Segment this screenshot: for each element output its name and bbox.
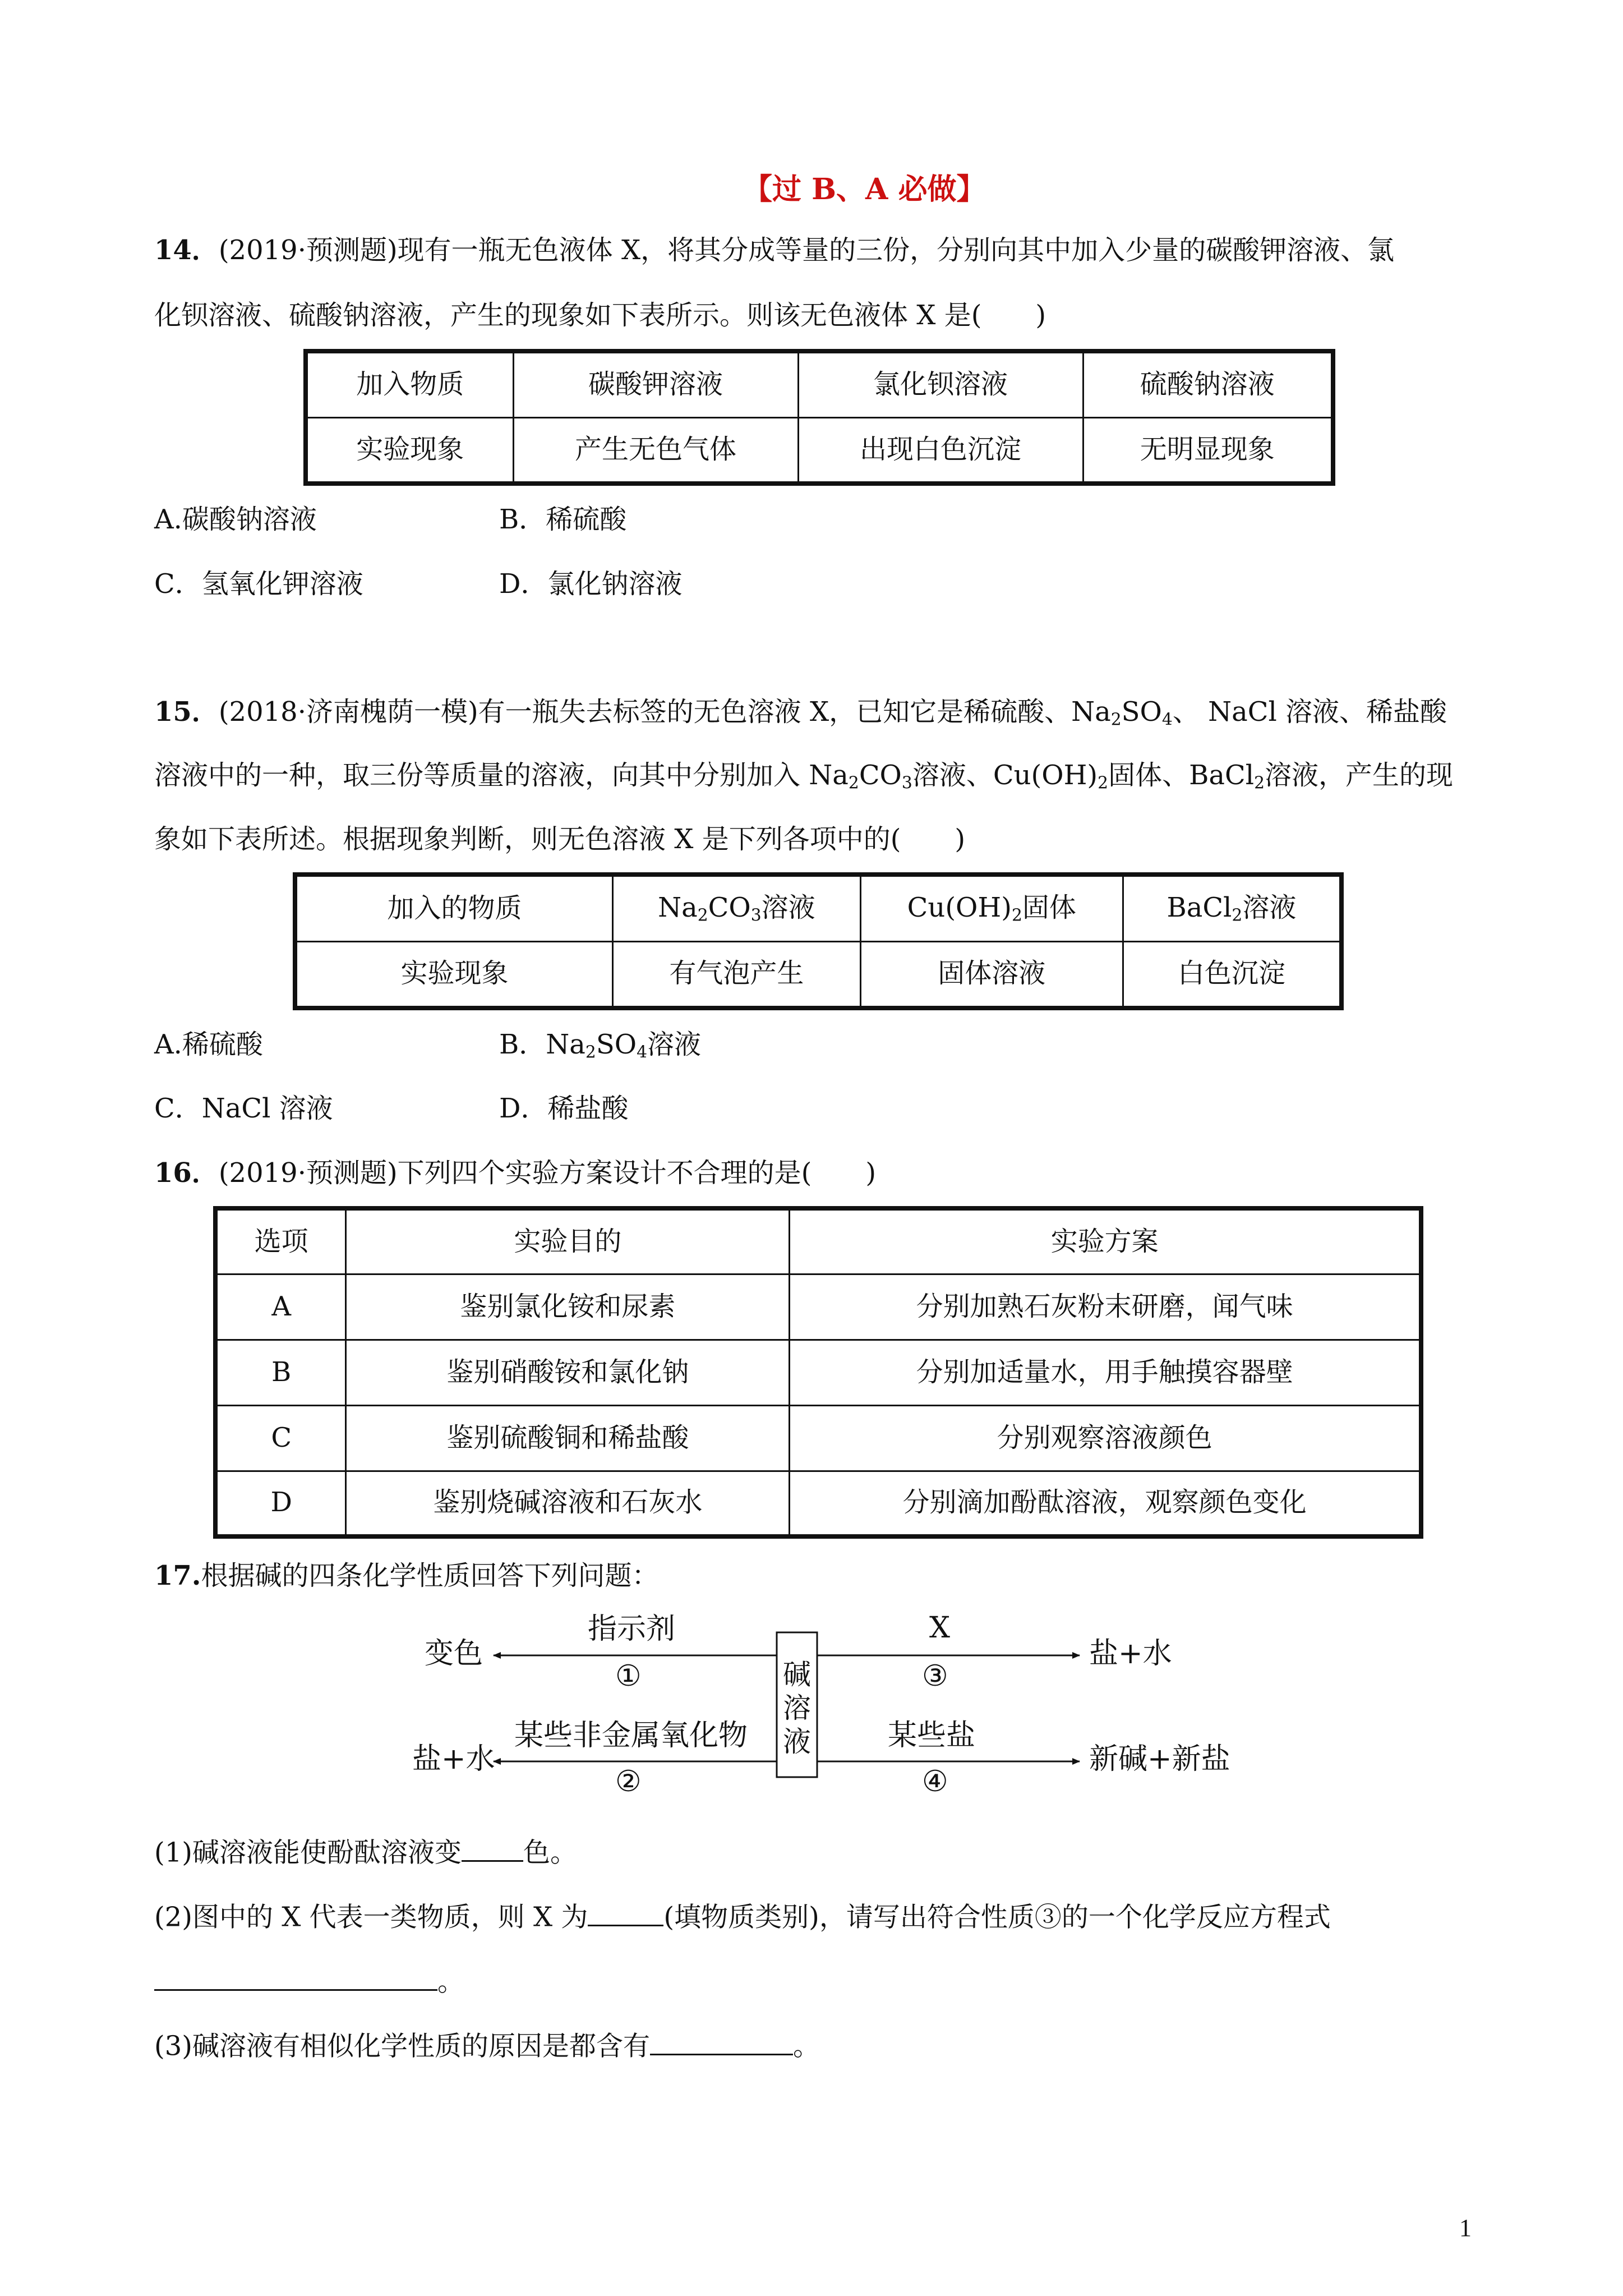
- left-bottom-label: 某些非金属氧化物: [514, 1719, 748, 1752]
- q15-sub: 3: [750, 905, 762, 926]
- q15-text: 溶液，产生的现: [1265, 760, 1454, 791]
- answer-blank[interactable]: [462, 1834, 523, 1862]
- left-top-result: 变色: [425, 1637, 483, 1671]
- q14-cell: 产生无色气体: [513, 417, 798, 484]
- q15-option-d: D．稀盐酸: [499, 1093, 629, 1124]
- q15-sub: 2: [697, 905, 708, 926]
- q17-part3: [154, 2028, 820, 2060]
- q15-cell-text: CO: [708, 891, 751, 923]
- q15-option-text: 溶液: [647, 1029, 702, 1060]
- left-bottom-number: ②: [615, 1765, 642, 1798]
- q17-part2-line2: [154, 1963, 465, 1998]
- q14-cell: 出现白色沉淀: [798, 417, 1083, 484]
- right-top-label: X: [929, 1611, 951, 1645]
- q15-sub: 2: [1098, 773, 1109, 793]
- q15-text: CO: [859, 760, 902, 791]
- q14-stem-line1: (2019·预测题)现有一瓶无色液体 X，将其分成等量的三份，分别向其中加入少量的碳酸钾溶液、氯: [218, 234, 1395, 266]
- q17-number: 17.: [154, 1560, 201, 1591]
- q17-part2-text: (填物质类别)，请写出符合性质③的一个化学反应方程式: [663, 1901, 1331, 1933]
- center-char-2: 溶: [783, 1692, 811, 1724]
- center-char-3: 液: [783, 1726, 811, 1758]
- q15-text: 固体、BaCl: [1108, 760, 1255, 791]
- q17-part2-text: (2)图中的 X 代表一类物质，则 X 为: [154, 1901, 588, 1933]
- q15-sub: 2: [1254, 773, 1265, 793]
- q16-number: 16．: [154, 1157, 219, 1189]
- right-top-number: ③: [922, 1659, 948, 1693]
- q16-cell: 鉴别烧碱溶液和石灰水: [346, 1471, 790, 1536]
- q15-cell: 白色沉淀: [1123, 941, 1341, 1008]
- q15-cell-text: Na: [658, 891, 698, 923]
- q16-cell: 实验目的: [346, 1208, 790, 1274]
- q15-option-text: B．Na: [499, 1029, 585, 1060]
- q16-cell: C: [215, 1405, 346, 1471]
- q16-cell: B: [215, 1340, 346, 1405]
- q17-part1-text: (1)碱溶液能使酚酞溶液变: [154, 1837, 462, 1869]
- section-header: 【过 B、A 必做】: [743, 172, 986, 206]
- q16-cell: 选项: [215, 1208, 346, 1274]
- left-bottom-result: 盐+水: [412, 1742, 495, 1776]
- q15-sub: 2: [1011, 905, 1022, 926]
- q15-number: 15．: [154, 696, 219, 728]
- answer-blank[interactable]: [154, 1963, 437, 1991]
- q14-cell: 碳酸钾溶液: [513, 351, 798, 417]
- q16-cell: 鉴别氯化铵和尿素: [346, 1274, 790, 1340]
- left-top-label: 指示剂: [588, 1612, 676, 1646]
- q16-cell: 分别观察溶液颜色: [790, 1405, 1421, 1471]
- q15-sub: 2: [585, 1042, 596, 1062]
- q14-option-c: C．氢氧化钾溶液: [154, 568, 363, 600]
- q15-sub: 2: [1232, 905, 1243, 926]
- q15-cell: 固体溶液: [860, 941, 1123, 1008]
- q14-cell: 硫酸钠溶液: [1083, 351, 1333, 417]
- q16-cell: 鉴别硝酸铵和氯化钠: [346, 1340, 790, 1405]
- left-top-number: ①: [615, 1659, 642, 1693]
- q15-cell-text: 溶液: [761, 891, 815, 923]
- q15-cell: 加入的物质: [295, 875, 612, 941]
- q17-part1-text: 色。: [523, 1837, 578, 1869]
- q17-part3-text: (3)碱溶液有相似化学性质的原因是都含有: [154, 2030, 650, 2062]
- q15-cell-text: BaCl: [1166, 891, 1232, 923]
- q15-option-a: A.稀硫酸: [154, 1029, 263, 1060]
- q14-cell: 加入物质: [306, 351, 513, 417]
- q14-stem-line2: 化钡溶液、硫酸钠溶液，产生的现象如下表所示。则该无色液体 X 是( ): [154, 300, 1046, 331]
- q16-stem: (2019·预测题)下列四个实验方案设计不合理的是( ): [218, 1157, 877, 1189]
- right-top-result: 盐+水: [1089, 1637, 1172, 1671]
- q15-sub: 2: [848, 773, 859, 793]
- answer-blank[interactable]: [650, 2028, 793, 2055]
- q14-option-a: A.碳酸钠溶液: [154, 504, 317, 535]
- answer-blank[interactable]: [588, 1899, 663, 1926]
- page-number: 1: [1459, 2214, 1472, 2242]
- q15-text: SO: [1121, 696, 1162, 728]
- q16-cell: 分别滴加酚酞溶液，观察颜色变化: [790, 1471, 1421, 1536]
- q15-option-text: SO: [596, 1029, 637, 1060]
- right-bottom-number: ④: [922, 1765, 948, 1798]
- q16-cell: 分别加适量水，用手触摸容器壁: [790, 1340, 1421, 1405]
- q14-number: 14．: [154, 234, 219, 266]
- q14-option-d: D．氯化钠溶液: [499, 568, 683, 600]
- q15-cell-text: 固体: [1022, 891, 1076, 923]
- q15-text: 、 NaCl 溶液、稀盐酸: [1172, 696, 1447, 728]
- q14-cell: 氯化钡溶液: [798, 351, 1083, 417]
- q16-cell: 鉴别硫酸铜和稀盐酸: [346, 1405, 790, 1471]
- q17-part2: [154, 1899, 1331, 1931]
- q15-text: 溶液、Cu(OH): [912, 760, 1098, 791]
- q15-cell-text: Cu(OH): [907, 891, 1012, 923]
- q15-text: 溶液中的一种，取三份等质量的溶液，向其中分别加入 Na: [154, 760, 849, 791]
- q15-option-c: C．NaCl 溶液: [154, 1093, 333, 1124]
- q14-cell: 实验现象: [306, 417, 513, 484]
- q16-cell: 分别加熟石灰粉末研磨，闻气味: [790, 1274, 1421, 1340]
- q15-text: (2018·济南槐荫一模)有一瓶失去标签的无色溶液 X，已知它是稀硫酸、Na: [218, 696, 1111, 728]
- center-char-1: 碱: [783, 1658, 811, 1691]
- q15-sub: 2: [1110, 710, 1122, 730]
- q15-sub: 4: [637, 1042, 648, 1062]
- q17-part1: [154, 1834, 578, 1869]
- q14-option-b: B．稀硫酸: [499, 504, 627, 535]
- q17-part3-text: 。: [793, 2030, 820, 2062]
- q16-cell: D: [215, 1471, 346, 1536]
- right-bottom-label: 某些盐: [888, 1719, 976, 1752]
- q15-sub: 3: [901, 773, 912, 793]
- q16-cell: A: [215, 1274, 346, 1340]
- q15-sub: 4: [1161, 710, 1173, 730]
- q17-part2-text: 。: [437, 1966, 465, 1998]
- q15-cell: 实验现象: [295, 941, 612, 1008]
- q15-line3: 象如下表所述。根据现象判断，则无色溶液 X 是下列各项中的( ): [154, 823, 966, 855]
- q14-cell: 无明显现象: [1083, 417, 1333, 484]
- q16-cell: 实验方案: [790, 1208, 1421, 1274]
- q15-cell-text: 溶液: [1242, 891, 1297, 923]
- right-bottom-result: 新碱+新盐: [1089, 1742, 1230, 1776]
- q17-intro: 根据碱的四条化学性质回答下列问题：: [201, 1560, 659, 1591]
- q15-cell: 有气泡产生: [612, 941, 860, 1008]
